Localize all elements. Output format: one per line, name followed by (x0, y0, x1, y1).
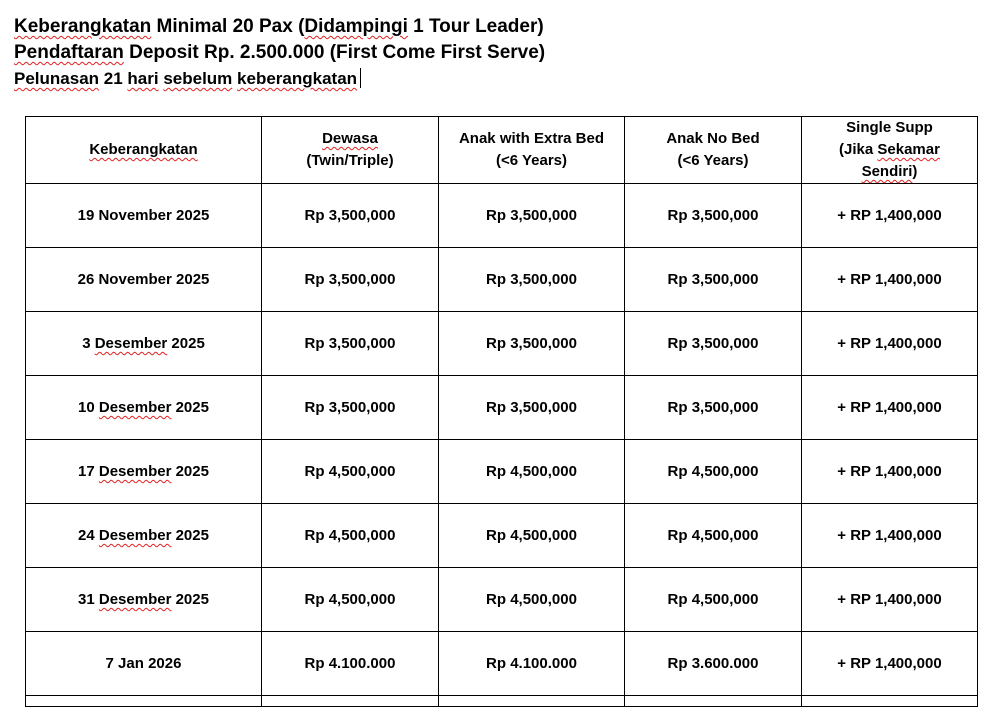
date-text: 24 (78, 527, 99, 544)
cell-date[interactable] (26, 440, 262, 504)
cell-extra-bed[interactable]: Rp 4,500,000 (439, 568, 625, 632)
column-sublabel: (<6 Years) (677, 152, 749, 169)
date-text: 19 November 2025 (77, 207, 210, 224)
spellcheck-word: Keberangkatan (14, 16, 152, 37)
cell-dewasa[interactable]: Rp 3,500,000 (262, 184, 439, 248)
cell-single-supp[interactable]: + RP 1,400,000 (802, 248, 978, 312)
cell-no-bed[interactable]: Rp 3,500,000 (625, 376, 802, 440)
header-single-supp[interactable] (802, 117, 978, 184)
cell-extra-bed[interactable]: Rp 3,500,000 (439, 312, 625, 376)
date-text: 26 November 2025 (77, 271, 210, 288)
date-text: 7 Jan 2026 (105, 655, 182, 672)
cell-empty[interactable] (802, 696, 978, 707)
date-month: Desember (98, 399, 172, 416)
date-year: 2025 (171, 591, 209, 608)
column-label: Dewasa (322, 130, 378, 147)
cell-single-supp[interactable]: + RP 1,400,000 (802, 184, 978, 248)
table-row (26, 184, 978, 248)
cell-extra-bed[interactable]: Rp 3,500,000 (439, 184, 625, 248)
cell-extra-bed[interactable]: Rp 4.100.000 (439, 632, 625, 696)
date-text: 3 (82, 335, 95, 352)
cell-date[interactable] (26, 248, 262, 312)
pricing-table[interactable] (25, 116, 978, 707)
cell-single-supp[interactable]: + RP 1,400,000 (802, 440, 978, 504)
cell-date[interactable] (26, 568, 262, 632)
cell-single-supp[interactable]: + RP 1,400,000 (802, 568, 978, 632)
date-year: 2025 (171, 399, 209, 416)
column-label: Anak No Bed (666, 130, 760, 147)
cell-date[interactable] (26, 376, 262, 440)
cell-dewasa[interactable]: Rp 4,500,000 (262, 440, 439, 504)
column-sublabel: (Twin/Triple) (306, 152, 394, 169)
cell-empty[interactable] (439, 696, 625, 707)
column-label: Single Supp (846, 119, 933, 136)
cell-dewasa[interactable]: Rp 3,500,000 (262, 248, 439, 312)
date-month: Desember (98, 591, 172, 608)
header-keberangkatan[interactable] (26, 117, 262, 184)
header-text: Minimal 20 Pax ( (151, 16, 305, 37)
cell-date[interactable] (26, 632, 262, 696)
cell-dewasa[interactable]: Rp 3,500,000 (262, 376, 439, 440)
cell-no-bed[interactable]: Rp 4,500,000 (625, 440, 802, 504)
cell-no-bed[interactable]: Rp 3,500,000 (625, 184, 802, 248)
table-row-partial (26, 696, 978, 707)
column-sublabel: ) (912, 163, 918, 180)
table-row (26, 248, 978, 312)
cell-empty[interactable] (262, 696, 439, 707)
header-dewasa[interactable] (262, 117, 439, 184)
cell-extra-bed[interactable]: Rp 3,500,000 (439, 248, 625, 312)
header-anak-extra-bed[interactable] (439, 117, 625, 184)
header-line-payment[interactable] (14, 66, 545, 92)
table-row (26, 568, 978, 632)
header-text: 21 (99, 69, 128, 88)
cell-no-bed[interactable]: Rp 3.600.000 (625, 632, 802, 696)
table-row (26, 440, 978, 504)
cell-extra-bed[interactable]: Rp 4,500,000 (439, 504, 625, 568)
text-cursor (360, 68, 361, 88)
header-anak-no-bed[interactable] (625, 117, 802, 184)
table-header-row (26, 117, 978, 184)
header-line-deposit[interactable] (14, 40, 545, 66)
column-sublabel: (Jika (839, 141, 878, 158)
date-text: 17 (78, 463, 99, 480)
spellcheck-word: Didampingi (304, 16, 408, 37)
cell-extra-bed[interactable]: Rp 4,500,000 (439, 440, 625, 504)
cell-dewasa[interactable]: Rp 4,500,000 (262, 568, 439, 632)
date-text: 31 (78, 591, 99, 608)
cell-dewasa[interactable]: Rp 3,500,000 (262, 312, 439, 376)
spellcheck-word: Sendiri (861, 163, 913, 180)
column-label: Anak with Extra Bed (458, 130, 605, 147)
date-year: 2025 (171, 463, 209, 480)
cell-no-bed[interactable]: Rp 3,500,000 (625, 248, 802, 312)
cell-extra-bed[interactable]: Rp 3,500,000 (439, 376, 625, 440)
cell-single-supp[interactable]: + RP 1,400,000 (802, 312, 978, 376)
spellcheck-word: sebelum (163, 69, 233, 88)
spellcheck-word: hari (127, 69, 159, 88)
cell-date[interactable] (26, 184, 262, 248)
table-row (26, 376, 978, 440)
spellcheck-word: Sekamar (877, 141, 940, 158)
cell-date[interactable] (26, 312, 262, 376)
spellcheck-word: keberangkatan (237, 69, 358, 88)
header-line-min-pax[interactable] (14, 14, 545, 40)
spellcheck-word: Pelunasan (14, 69, 100, 88)
spellcheck-word: Pendaftaran (14, 42, 124, 63)
column-sublabel: (<6 Years) (495, 152, 568, 169)
cell-empty[interactable] (26, 696, 262, 707)
cell-single-supp[interactable]: + RP 1,400,000 (802, 376, 978, 440)
cell-dewasa[interactable]: Rp 4.100.000 (262, 632, 439, 696)
document-header[interactable] (14, 14, 545, 92)
table-row (26, 632, 978, 696)
column-label: Keberangkatan (89, 141, 198, 158)
cell-empty[interactable] (625, 696, 802, 707)
date-month: Desember (98, 527, 172, 544)
table-row (26, 504, 978, 568)
cell-single-supp[interactable]: + RP 1,400,000 (802, 632, 978, 696)
cell-date[interactable] (26, 504, 262, 568)
date-month: Desember (94, 335, 168, 352)
date-month: Desember (98, 463, 172, 480)
header-text: Deposit Rp. 2.500.000 (First Come First Serve) (123, 42, 546, 63)
date-text: 10 (78, 399, 99, 416)
cell-dewasa[interactable]: Rp 4,500,000 (262, 504, 439, 568)
cell-no-bed[interactable]: Rp 4,500,000 (625, 568, 802, 632)
date-year: 2025 (171, 527, 209, 544)
cell-no-bed[interactable]: Rp 3,500,000 (625, 312, 802, 376)
cell-no-bed[interactable]: Rp 4,500,000 (625, 504, 802, 568)
cell-single-supp[interactable]: + RP 1,400,000 (802, 504, 978, 568)
table-row (26, 312, 978, 376)
date-year: 2025 (167, 335, 205, 352)
header-text: 1 Tour Leader) (407, 16, 544, 37)
